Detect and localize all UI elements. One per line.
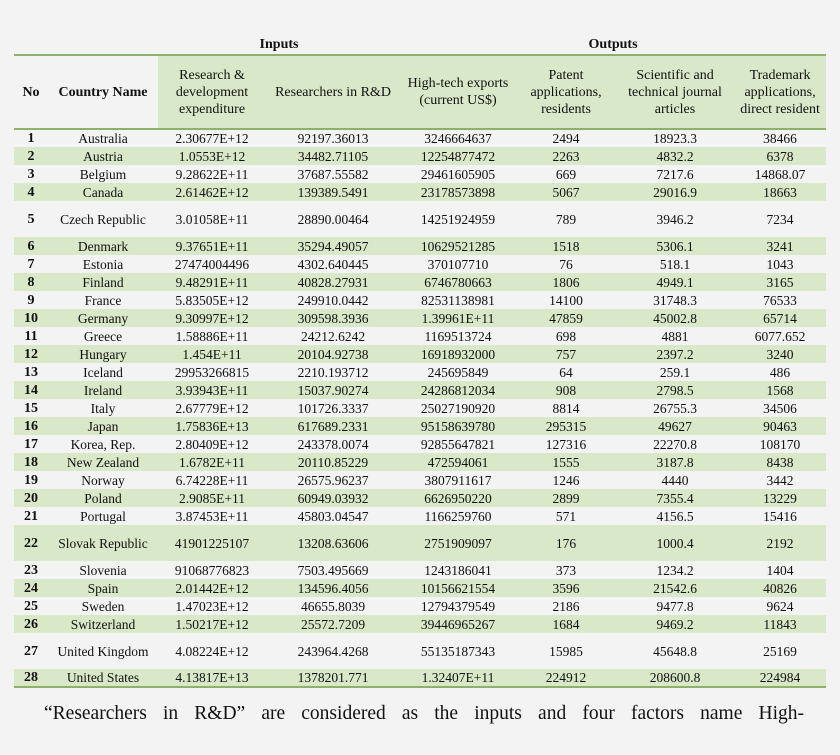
table-row bbox=[14, 399, 826, 417]
country-name: Canada bbox=[82, 184, 124, 200]
table-row bbox=[14, 507, 826, 525]
table-row bbox=[14, 345, 826, 363]
rd-expenditure-cell: 4.13817E+13 bbox=[175, 670, 249, 685]
country-name: France bbox=[84, 292, 122, 308]
row-number: 27 bbox=[24, 643, 38, 659]
researchers-cell: 28890.00464 bbox=[297, 211, 369, 227]
rd-expenditure-cell: 6.74228E+11 bbox=[175, 472, 249, 488]
rd-expenditure-cell: 1.454E+11 bbox=[182, 346, 242, 362]
journal-articles-cell: 3946.2 bbox=[656, 211, 694, 227]
hightech-exports-cell: 82531138981 bbox=[421, 292, 495, 308]
journal-articles-cell: 1000.4 bbox=[656, 535, 694, 551]
hightech-exports-cell: 92855647821 bbox=[420, 436, 496, 452]
country-name: Japan bbox=[87, 418, 119, 434]
row-number: 4 bbox=[27, 184, 35, 200]
journal-articles-cell: 21542.6 bbox=[653, 580, 697, 596]
row-number: 8 bbox=[27, 274, 35, 290]
patent-applications-cell: 2494 bbox=[552, 131, 580, 146]
trademark-applications-cell: 76533 bbox=[763, 292, 797, 308]
researchers-cell: 617689.2331 bbox=[297, 418, 369, 434]
trademark-applications-cell: 3442 bbox=[766, 472, 794, 488]
table-body bbox=[14, 129, 826, 687]
table-row bbox=[14, 381, 826, 399]
patent-applications-column-header: Patent applications, residents bbox=[516, 55, 616, 129]
researchers-cell: 40828.27931 bbox=[297, 274, 369, 290]
rd-expenditure-cell: 4.08224E+12 bbox=[175, 643, 249, 659]
row-number: 12 bbox=[24, 346, 38, 362]
country-column-header: Country Name bbox=[58, 84, 148, 100]
table-row bbox=[14, 291, 826, 309]
researchers-cell: 37687.55582 bbox=[297, 166, 369, 182]
hightech-exports-cell: 14251924959 bbox=[420, 211, 496, 227]
table-row bbox=[14, 417, 826, 435]
rd-expenditure-cell: 91068776823 bbox=[174, 562, 250, 578]
journal-articles-cell: 49627 bbox=[658, 418, 692, 434]
rd-expenditure-column-header: Research & development expenditure bbox=[158, 55, 266, 129]
researchers-cell: 45803.04547 bbox=[297, 508, 369, 524]
patent-applications-cell: 127316 bbox=[545, 436, 587, 452]
patent-applications-cell: 15985 bbox=[549, 643, 583, 659]
row-number: 1 bbox=[27, 131, 35, 146]
patent-applications-cell: 14100 bbox=[549, 292, 583, 308]
outputs-group-label: Outputs bbox=[588, 36, 638, 52]
patent-applications-cell: 2263 bbox=[552, 148, 580, 164]
row-number: 20 bbox=[24, 490, 38, 506]
hightech-exports-cell: 1.39961E+11 bbox=[421, 310, 495, 326]
country-name: Slovenia bbox=[79, 562, 127, 578]
patent-applications-cell: 8814 bbox=[552, 400, 580, 416]
hightech-exports-cell: 1166259760 bbox=[424, 508, 492, 524]
table-row bbox=[14, 255, 826, 273]
rd-expenditure-cell: 2.01442E+12 bbox=[175, 580, 249, 596]
trademark-applications-column-header: Trademark applications, direct resident bbox=[734, 55, 826, 129]
hightech-exports-cell: 23178573898 bbox=[420, 184, 496, 200]
row-number: 22 bbox=[24, 535, 38, 551]
table-row bbox=[14, 327, 826, 345]
researchers-cell: 243378.0074 bbox=[297, 436, 369, 452]
trademark-applications-cell: 1404 bbox=[766, 562, 794, 578]
hightech-exports-cell: 6746780663 bbox=[424, 274, 492, 290]
researchers-cell: 26575.96237 bbox=[297, 472, 369, 488]
country-name: Greece bbox=[83, 328, 123, 344]
journal-articles-cell: 29016.9 bbox=[653, 184, 697, 200]
rd-expenditure-cell: 1.75836E+13 bbox=[175, 418, 249, 434]
patent-applications-cell: 64 bbox=[559, 364, 573, 380]
hightech-exports-cell: 3246664637 bbox=[424, 131, 492, 146]
country-name: Spain bbox=[87, 580, 119, 596]
row-number: 2 bbox=[27, 148, 35, 164]
row-number: 23 bbox=[24, 562, 38, 578]
table-row bbox=[14, 201, 826, 237]
researchers-cell: 7503.495669 bbox=[297, 562, 369, 578]
patent-applications-cell: 669 bbox=[555, 166, 577, 182]
table-row bbox=[14, 525, 826, 561]
row-number: 10 bbox=[24, 310, 38, 326]
patent-applications-cell: 2899 bbox=[552, 490, 580, 506]
hightech-exports-column-header: High-tech exports (current US$) bbox=[400, 55, 516, 129]
hightech-exports-cell: 12254877472 bbox=[420, 148, 496, 164]
trademark-applications-cell: 3241 bbox=[766, 238, 794, 254]
trademark-applications-cell: 11843 bbox=[763, 616, 797, 632]
patent-applications-cell: 1806 bbox=[552, 274, 580, 290]
journal-articles-cell: 45648.8 bbox=[653, 643, 697, 659]
row-number: 28 bbox=[24, 670, 38, 685]
patent-applications-cell: 47859 bbox=[549, 310, 583, 326]
hightech-exports-cell: 29461605905 bbox=[420, 166, 496, 182]
hightech-exports-cell: 39446965267 bbox=[420, 616, 496, 632]
row-number: 19 bbox=[24, 472, 38, 488]
patent-applications-cell: 908 bbox=[555, 382, 577, 398]
researchers-cell: 15037.90274 bbox=[297, 382, 369, 398]
patent-applications-cell: 295315 bbox=[545, 418, 587, 434]
country-name: Korea, Rep. bbox=[70, 436, 136, 452]
country-name: New Zealand bbox=[66, 454, 140, 470]
patent-applications-cell: 3596 bbox=[552, 580, 580, 596]
patent-applications-cell: 789 bbox=[555, 211, 577, 227]
row-number: 3 bbox=[27, 166, 35, 182]
researchers-column-header: Researchers in R&D bbox=[266, 55, 400, 129]
patent-applications-cell: 698 bbox=[555, 328, 577, 344]
row-number: 7 bbox=[27, 256, 35, 272]
journal-articles-cell: 4832.2 bbox=[656, 148, 694, 164]
country-name: Czech Republic bbox=[60, 211, 146, 227]
patent-applications-cell: 757 bbox=[555, 346, 577, 362]
researchers-cell: 20110.85229 bbox=[297, 454, 369, 470]
patent-applications-cell: 2186 bbox=[552, 598, 580, 614]
patent-applications-cell: 1555 bbox=[552, 454, 580, 470]
hightech-exports-cell: 370107710 bbox=[427, 256, 489, 272]
trademark-applications-cell: 3165 bbox=[766, 274, 794, 290]
country-name: United States bbox=[66, 670, 140, 685]
trademark-applications-cell: 25169 bbox=[763, 643, 797, 659]
trademark-applications-cell: 1043 bbox=[766, 256, 794, 272]
rd-expenditure-cell: 2.61462E+12 bbox=[175, 184, 249, 200]
country-name: Sweden bbox=[81, 598, 125, 614]
inputs-outputs-table bbox=[14, 34, 826, 688]
patent-applications-cell: 1684 bbox=[552, 616, 580, 632]
trademark-applications-cell: 40826 bbox=[763, 580, 797, 596]
researchers-cell: 4302.640445 bbox=[297, 256, 369, 272]
country-name: Ireland bbox=[83, 382, 123, 398]
researchers-cell: 92197.36013 bbox=[297, 131, 369, 146]
rd-expenditure-cell: 2.67779E+12 bbox=[175, 400, 249, 416]
hightech-exports-cell: 55135187343 bbox=[420, 643, 496, 659]
table-row bbox=[14, 363, 826, 381]
researchers-cell: 249910.0442 bbox=[297, 292, 369, 308]
researchers-cell: 243964.4268 bbox=[297, 643, 369, 659]
table-row bbox=[14, 669, 826, 687]
table-row bbox=[14, 165, 826, 183]
rd-expenditure-cell: 1.50217E+12 bbox=[175, 616, 249, 632]
rd-expenditure-cell: 29953266815 bbox=[174, 364, 250, 380]
column-header-row bbox=[14, 55, 826, 129]
rd-expenditure-cell: 2.9085E+11 bbox=[179, 490, 245, 506]
row-number: 18 bbox=[24, 454, 38, 470]
table-row bbox=[14, 489, 826, 507]
country-name: Iceland bbox=[83, 364, 123, 380]
journal-articles-cell: 2798.5 bbox=[656, 382, 694, 398]
trademark-applications-cell: 8438 bbox=[766, 454, 794, 470]
hightech-exports-cell: 6626950220 bbox=[424, 490, 492, 506]
country-name: Belgium bbox=[79, 166, 127, 182]
country-name: Australia bbox=[78, 131, 128, 146]
patent-applications-cell: 76 bbox=[559, 256, 573, 272]
row-number: 17 bbox=[24, 436, 38, 452]
rd-expenditure-cell: 3.93943E+11 bbox=[175, 382, 249, 398]
table-row bbox=[14, 561, 826, 579]
trademark-applications-cell: 34506 bbox=[763, 400, 797, 416]
patent-applications-cell: 373 bbox=[555, 562, 577, 578]
row-number: 24 bbox=[24, 580, 38, 596]
trademark-applications-cell: 2192 bbox=[766, 535, 794, 551]
journal-articles-cell: 518.1 bbox=[659, 256, 691, 272]
journal-articles-cell: 9477.8 bbox=[656, 598, 694, 614]
row-number: 26 bbox=[24, 616, 38, 632]
hightech-exports-cell: 1.32407E+11 bbox=[421, 670, 495, 685]
hightech-exports-cell: 25027190920 bbox=[420, 400, 496, 416]
researchers-cell: 134596.4056 bbox=[297, 580, 369, 596]
trademark-applications-cell: 90463 bbox=[763, 418, 797, 434]
rd-expenditure-cell: 3.01058E+11 bbox=[175, 211, 249, 227]
journal-articles-cell: 208600.8 bbox=[649, 670, 701, 685]
researchers-cell: 2210.193712 bbox=[297, 364, 369, 380]
row-number: 9 bbox=[27, 292, 35, 308]
journal-articles-cell: 4881 bbox=[661, 328, 689, 344]
rd-expenditure-cell: 9.28622E+11 bbox=[175, 166, 249, 182]
researchers-cell: 139389.5491 bbox=[297, 184, 369, 200]
hightech-exports-cell: 3807911617 bbox=[424, 472, 492, 488]
table-row bbox=[14, 597, 826, 615]
journal-articles-cell: 2397.2 bbox=[656, 346, 694, 362]
row-number: 15 bbox=[24, 400, 38, 416]
row-number: 25 bbox=[24, 598, 38, 614]
journal-articles-cell: 7217.6 bbox=[656, 166, 694, 182]
researchers-cell: 35294.49057 bbox=[297, 238, 369, 254]
country-name: Poland bbox=[84, 490, 122, 506]
journal-articles-cell: 5306.1 bbox=[656, 238, 694, 254]
no-column-header: No bbox=[22, 84, 40, 100]
trademark-applications-cell: 7234 bbox=[766, 211, 794, 227]
researchers-cell: 309598.3936 bbox=[297, 310, 369, 326]
patent-applications-cell: 1246 bbox=[552, 472, 580, 488]
table-row bbox=[14, 309, 826, 327]
table-row bbox=[14, 615, 826, 633]
hightech-exports-cell: 10629521285 bbox=[420, 238, 496, 254]
journal-articles-cell: 9469.2 bbox=[656, 616, 694, 632]
table-row bbox=[14, 183, 826, 201]
table-row bbox=[14, 579, 826, 597]
patent-applications-cell: 176 bbox=[555, 535, 577, 551]
journal-articles-cell: 22270.8 bbox=[653, 436, 697, 452]
table-row bbox=[14, 633, 826, 669]
patent-applications-cell: 5067 bbox=[552, 184, 580, 200]
inputs-group-label: Inputs bbox=[259, 36, 299, 52]
hightech-exports-cell: 95158639780 bbox=[420, 418, 496, 434]
patent-applications-cell: 571 bbox=[555, 508, 577, 524]
country-name: Austria bbox=[83, 148, 123, 164]
rd-expenditure-cell: 3.87453E+11 bbox=[175, 508, 249, 524]
country-name: United Kingdom bbox=[57, 643, 149, 659]
data-table-container bbox=[14, 34, 826, 688]
hightech-exports-cell: 16918932000 bbox=[420, 346, 496, 362]
country-name: Norway bbox=[81, 472, 125, 488]
trademark-applications-cell: 14868.07 bbox=[754, 166, 806, 182]
rd-expenditure-cell: 2.30677E+12 bbox=[175, 131, 249, 146]
researchers-cell: 46655.8039 bbox=[300, 598, 366, 614]
rd-expenditure-cell: 5.83505E+12 bbox=[175, 292, 249, 308]
journal-articles-cell: 4949.1 bbox=[656, 274, 694, 290]
journal-articles-cell: 31748.3 bbox=[653, 292, 697, 308]
researchers-cell: 34482.71105 bbox=[297, 148, 369, 164]
country-name: Denmark bbox=[77, 238, 129, 254]
researchers-cell: 20104.92738 bbox=[297, 346, 369, 362]
researchers-cell: 60949.03932 bbox=[297, 490, 369, 506]
journal-articles-cell: 4440 bbox=[661, 472, 689, 488]
journal-articles-cell: 259.1 bbox=[659, 364, 691, 380]
rd-expenditure-cell: 1.6782E+11 bbox=[179, 454, 245, 470]
country-name: Italy bbox=[90, 400, 116, 416]
trademark-applications-cell: 9624 bbox=[766, 598, 794, 614]
trademark-applications-cell: 15416 bbox=[763, 508, 797, 524]
table-row bbox=[14, 471, 826, 489]
journal-articles-cell: 1234.2 bbox=[656, 562, 694, 578]
country-name: Portugal bbox=[80, 508, 126, 524]
trademark-applications-cell: 13229 bbox=[763, 490, 797, 506]
trademark-applications-cell: 224984 bbox=[759, 670, 801, 685]
country-name: Finland bbox=[82, 274, 124, 290]
row-number: 5 bbox=[27, 211, 35, 227]
trademark-applications-cell: 65714 bbox=[763, 310, 797, 326]
row-number: 11 bbox=[24, 328, 38, 344]
hightech-exports-cell: 245695849 bbox=[427, 364, 489, 380]
rd-expenditure-cell: 9.30997E+12 bbox=[175, 310, 249, 326]
journal-articles-column-header: Scientific and technical journal articles bbox=[616, 55, 734, 129]
rd-expenditure-cell: 2.80409E+12 bbox=[175, 436, 249, 452]
table-row bbox=[14, 147, 826, 165]
table-row bbox=[14, 237, 826, 255]
rd-expenditure-cell: 41901225107 bbox=[174, 535, 250, 551]
row-number: 13 bbox=[24, 364, 38, 380]
rd-expenditure-cell: 1.47023E+12 bbox=[175, 598, 249, 614]
country-name: Estonia bbox=[82, 256, 124, 272]
country-name: Switzerland bbox=[70, 616, 136, 632]
hightech-exports-cell: 1169513724 bbox=[424, 328, 492, 344]
researchers-cell: 24212.6242 bbox=[300, 328, 366, 344]
row-number: 6 bbox=[27, 238, 35, 254]
group-header-row bbox=[14, 34, 826, 55]
hightech-exports-cell: 12794379549 bbox=[420, 598, 496, 614]
hightech-exports-cell: 10156621554 bbox=[420, 580, 496, 596]
patent-applications-cell: 224912 bbox=[545, 670, 587, 685]
journal-articles-cell: 3187.8 bbox=[656, 454, 694, 470]
table-row bbox=[14, 435, 826, 453]
hightech-exports-cell: 2751909097 bbox=[424, 535, 492, 551]
table-row bbox=[14, 129, 826, 147]
researchers-cell: 25572.7209 bbox=[300, 616, 366, 632]
trademark-applications-cell: 38466 bbox=[763, 131, 797, 146]
body-text-line: “Researchers in R&D” are considered as the inputs and four factors name High- bbox=[44, 703, 804, 724]
journal-articles-cell: 4156.5 bbox=[656, 508, 694, 524]
researchers-cell: 1378201.771 bbox=[297, 670, 369, 685]
table-row bbox=[14, 273, 826, 291]
journal-articles-cell: 7355.4 bbox=[656, 490, 694, 506]
patent-applications-cell: 1518 bbox=[552, 238, 580, 254]
researchers-cell: 13208.63606 bbox=[297, 535, 369, 551]
row-number: 14 bbox=[24, 382, 38, 398]
rd-expenditure-cell: 1.58886E+11 bbox=[175, 328, 249, 344]
trademark-applications-cell: 1568 bbox=[766, 382, 794, 398]
researchers-cell: 101726.3337 bbox=[297, 400, 369, 416]
country-name: Germany bbox=[77, 310, 129, 326]
country-name: Hungary bbox=[79, 346, 127, 362]
trademark-applications-cell: 18663 bbox=[763, 184, 797, 200]
journal-articles-cell: 26755.3 bbox=[653, 400, 697, 416]
trademark-applications-cell: 108170 bbox=[759, 436, 801, 452]
hightech-exports-cell: 1243186041 bbox=[424, 562, 492, 578]
hightech-exports-cell: 472594061 bbox=[427, 454, 489, 470]
row-number: 16 bbox=[24, 418, 38, 434]
rd-expenditure-cell: 9.48291E+11 bbox=[175, 274, 249, 290]
trademark-applications-cell: 3240 bbox=[766, 346, 794, 362]
rd-expenditure-cell: 27474004496 bbox=[174, 256, 250, 272]
row-number: 21 bbox=[24, 508, 38, 524]
table-row bbox=[14, 453, 826, 471]
trademark-applications-cell: 6378 bbox=[766, 148, 794, 164]
trademark-applications-cell: 486 bbox=[769, 364, 791, 380]
journal-articles-cell: 18923.3 bbox=[653, 131, 697, 146]
trademark-applications-cell: 6077.652 bbox=[754, 328, 806, 344]
journal-articles-cell: 45002.8 bbox=[653, 310, 697, 326]
hightech-exports-cell: 24286812034 bbox=[420, 382, 496, 398]
rd-expenditure-cell: 1.0553E+12 bbox=[178, 148, 246, 164]
rd-expenditure-cell: 9.37651E+11 bbox=[175, 238, 249, 254]
country-name: Slovak Republic bbox=[58, 535, 148, 551]
